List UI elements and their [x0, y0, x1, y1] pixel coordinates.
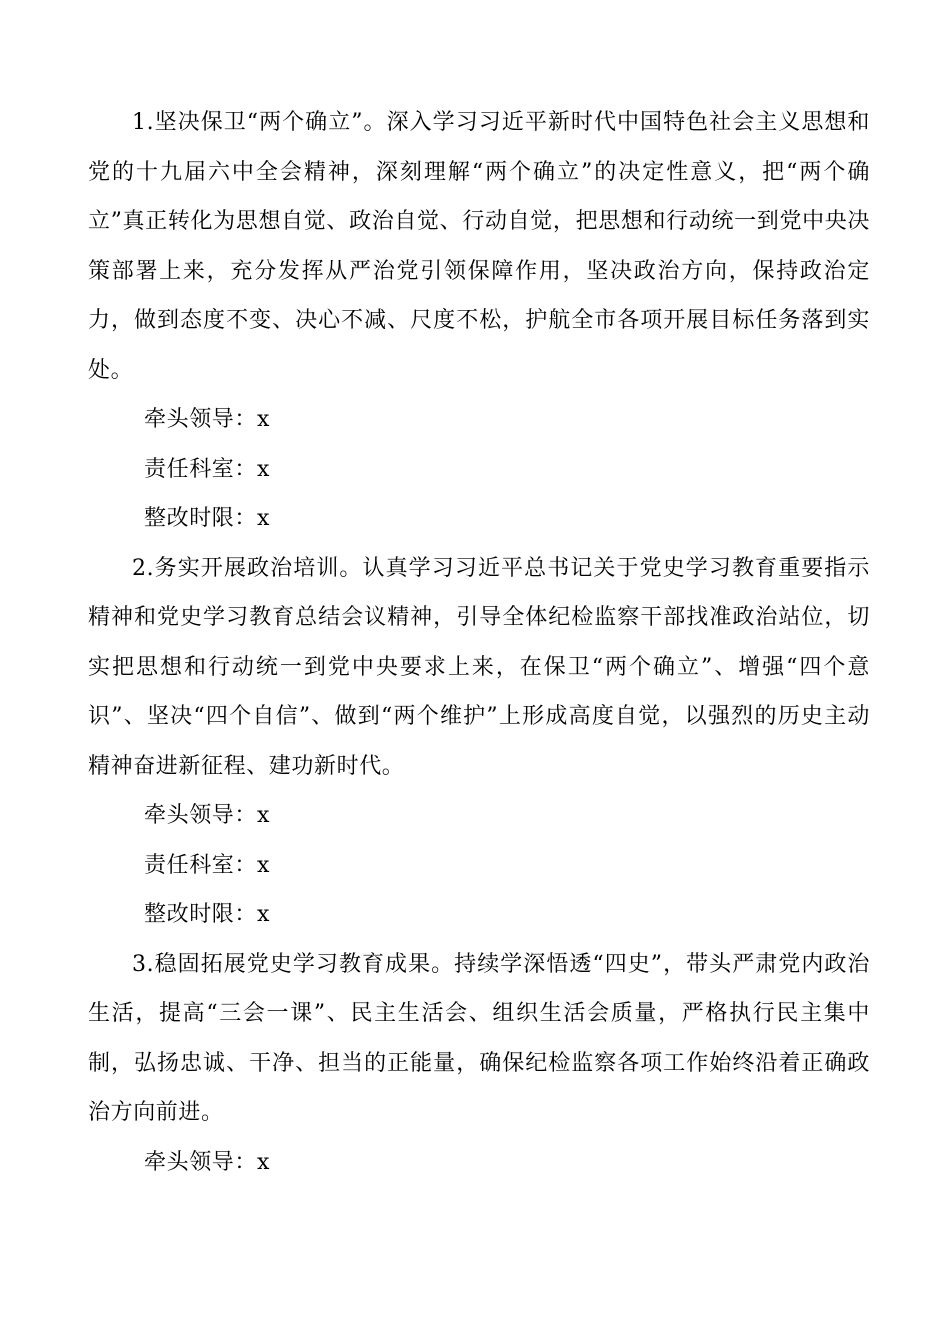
item-1-paragraph: 1.坚决保卫“两个确立”。深入学习习近平新时代中国特色社会主义思想和党的十九届六中全会精神，深刻理解“两个确立”的决定性意义，把“两个确立”真正转化为思想自觉、政治自觉、行动自觉，把思想和行动统一到党中央决策部署上来，充分发挥从严治党引领保障作用，坚决政治方向，保持政治定力，做到态度不变、决心不减、尺度不松，护航全市各项开展目标任务落到实处。 [88, 110, 870, 383]
item-1-deadline: 整改时限：x [144, 506, 271, 531]
item-2-paragraph: 2.务实开展政治培训。认真学习习近平总书记关于党史学习教育重要指示精神和党史学习教育总结会议精神，引导全体纪检监察干部找准政治站位，切实把思想和行动统一到党中央要求上来，在保卫“两个确立”、增强“四个意识”、坚决“四个自信”、做到“两个维护”上形成高度自觉，以强烈的历史主动精神奋进新征程、建功新时代。 [88, 555, 870, 779]
item-2-deadline: 整改时限：x [144, 902, 271, 927]
item-1-lead-leader: 牵头领导：x [144, 407, 271, 432]
item-1-responsible-dept: 责任科室：x [144, 456, 271, 482]
item-2-responsible-dept: 责任科室：x [144, 852, 271, 878]
item-3-lead-leader: 牵头领导：x [144, 1149, 271, 1175]
document-page [88, 98, 870, 1187]
item-3-paragraph: 3.稳固拓展党史学习教育成果。持续学深悟透“四史”，带头严肃党内政治生活，提高“三会一课”、民主生活会、组织生活会质量，严格执行民主集中制，弘扬忠诚、干净、担当的正能量，确保纪检监察各项工作始终沿着正确政治方向前进。 [88, 951, 870, 1125]
item-2-lead-leader: 牵头领导：x [144, 803, 271, 828]
